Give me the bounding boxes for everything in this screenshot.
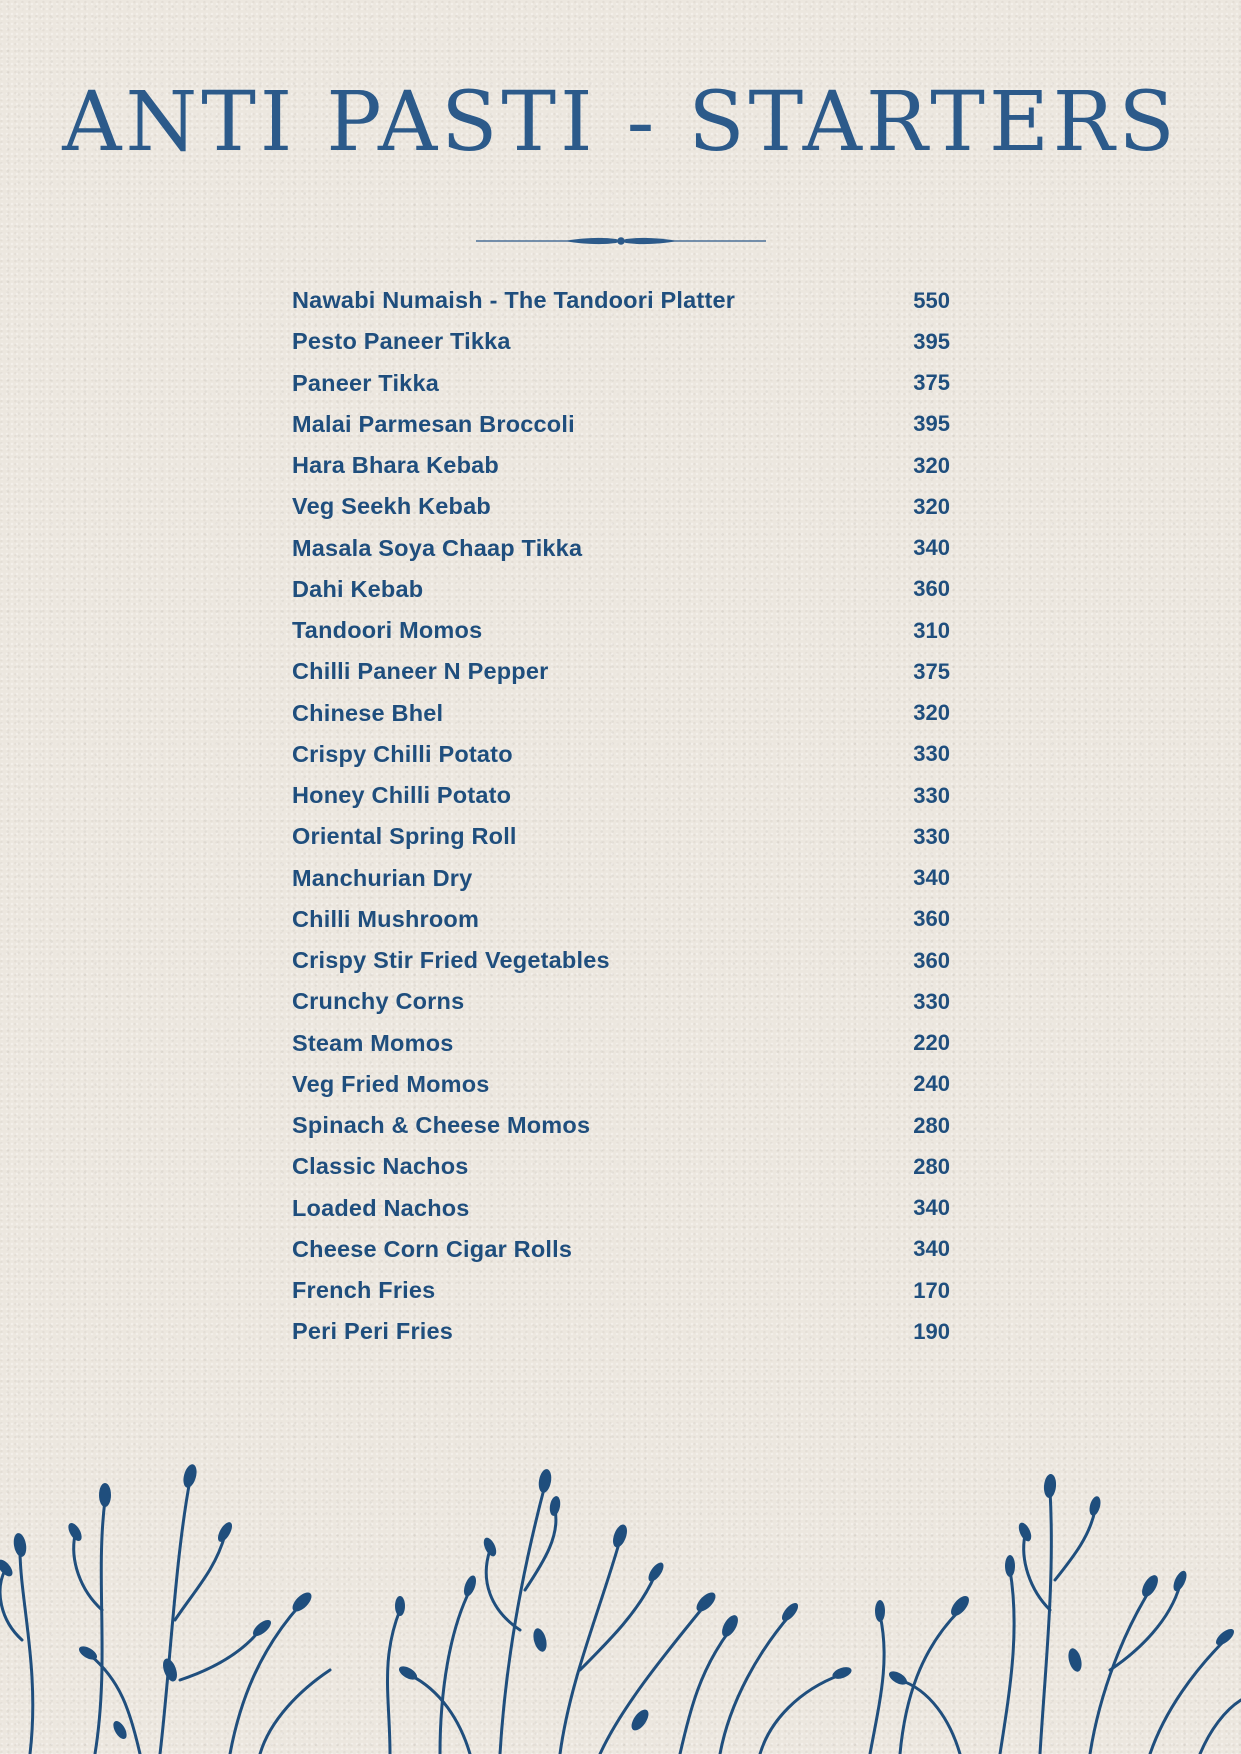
item-price: 220 [913,1030,950,1056]
item-price: 330 [913,823,950,849]
menu-item [292,1064,952,1105]
menu-item [292,693,952,734]
item-name: Crispy Stir Fried Vegetables [292,947,610,974]
menu-item [292,321,952,362]
item-name: Chilli Mushroom [292,905,480,932]
item-price: 330 [913,782,950,808]
menu-item [292,404,952,445]
menu-item [292,1311,952,1352]
menu-item [292,816,952,857]
item-price: 340 [913,1236,950,1262]
menu-item [292,734,952,775]
menu-item [292,528,952,569]
item-name: Hara Bhara Kebab [292,452,499,479]
item-price: 550 [913,287,950,313]
item-name: Malai Parmesan Broccoli [292,410,575,437]
item-name: Chilli Paneer N Pepper [292,658,549,685]
item-price: 320 [913,700,950,726]
item-name: Chinese Bhel [292,699,444,726]
item-name: Crispy Chilli Potato [292,740,513,767]
item-name: Peri Peri Fries [292,1318,454,1345]
item-price: 170 [913,1277,950,1303]
menu-item [292,1229,952,1270]
item-price: 280 [913,1112,950,1138]
item-price: 375 [913,658,950,684]
item-price: 240 [913,1071,950,1097]
item-price: 320 [913,493,950,519]
menu-item [292,1146,952,1187]
item-price: 330 [913,988,950,1014]
item-name: Tandoori Momos [292,617,483,644]
item-price: 360 [913,576,950,602]
menu-item [292,1023,952,1064]
item-price: 310 [913,617,950,643]
item-name: Oriental Spring Roll [292,823,517,850]
menu-item [292,1270,952,1311]
item-price: 280 [913,1153,950,1179]
menu-item [292,363,952,404]
item-price: 340 [913,535,950,561]
item-name: Cheese Corn Cigar Rolls [292,1235,573,1262]
item-name: Spinach & Cheese Momos [292,1112,591,1139]
item-name: Dahi Kebab [292,575,424,602]
item-price: 395 [913,328,950,354]
menu-item [292,280,952,321]
item-name: Pesto Paneer Tikka [292,328,511,355]
starters-list [292,280,952,1353]
menu-item [292,610,952,651]
item-name: Loaded Nachos [292,1194,470,1221]
menu-item [292,981,952,1022]
menu-item [292,1188,952,1229]
ornamental-divider-icon [476,233,766,249]
item-price: 190 [913,1318,950,1344]
item-price: 360 [913,947,950,973]
item-name: Classic Nachos [292,1153,469,1180]
menu-item [292,486,952,527]
item-name: Veg Seekh Kebab [292,493,491,520]
item-price: 375 [913,370,950,396]
item-name: Paneer Tikka [292,369,439,396]
item-name: Honey Chilli Potato [292,782,512,809]
item-name: French Fries [292,1277,436,1304]
item-name: Crunchy Corns [292,988,465,1015]
menu-item [292,569,952,610]
menu-item [292,445,952,486]
item-price: 320 [913,452,950,478]
menu-item [292,858,952,899]
item-name: Veg Fried Momos [292,1070,490,1097]
item-price: 360 [913,906,950,932]
menu-item [292,1105,952,1146]
menu-item [292,899,952,940]
item-name: Steam Momos [292,1029,454,1056]
item-name: Manchurian Dry [292,864,473,891]
item-name: Nawabi Numaish - The Tandoori Platter [292,287,736,314]
menu-title: ANTI PASTI - STARTERS [62,75,1179,170]
item-price: 340 [913,865,950,891]
menu-item [292,651,952,692]
item-price: 395 [913,411,950,437]
item-name: Masala Soya Chaap Tikka [292,534,583,561]
menu-item [292,775,952,816]
menu-item [292,940,952,981]
item-price: 330 [913,741,950,767]
item-price: 340 [913,1195,950,1221]
botanical-vines-illustration [0,1440,1241,1754]
